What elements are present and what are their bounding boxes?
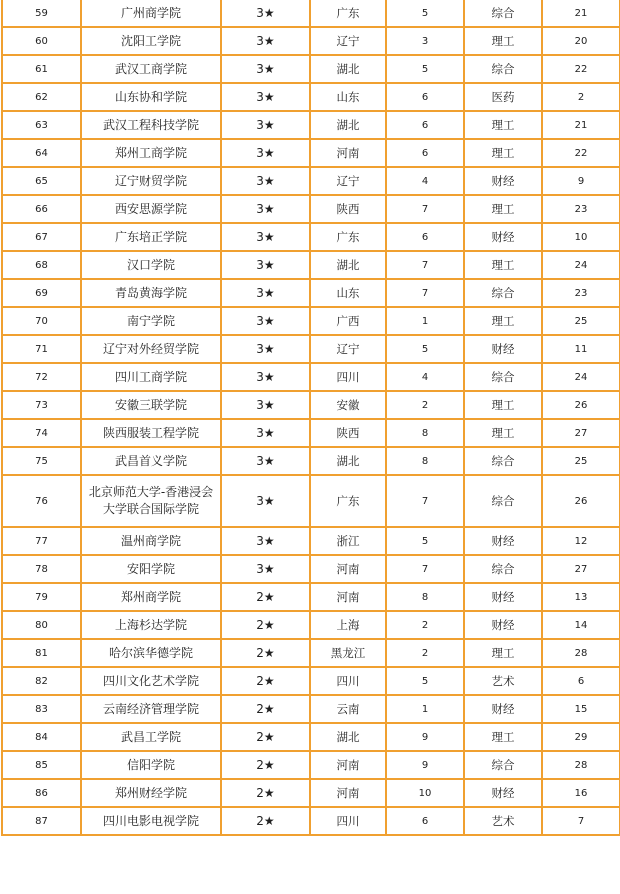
province-cell: 陕西 <box>310 195 386 223</box>
rank-cell: 60 <box>2 27 81 55</box>
level-cell: 5 <box>386 55 464 83</box>
school-name-cell: 北京师范大学-香港浸会大学联合国际学院 <box>81 475 221 527</box>
school-name-cell: 安阳学院 <box>81 555 221 583</box>
school-name-cell: 四川工商学院 <box>81 363 221 391</box>
star-rating-cell: 3★ <box>221 111 310 139</box>
school-type-cell: 理工 <box>464 391 542 419</box>
star-rating-cell: 3★ <box>221 0 310 27</box>
table-row <box>2 751 620 779</box>
school-type-cell: 综合 <box>464 363 542 391</box>
province-cell: 河南 <box>310 779 386 807</box>
province-cell: 湖北 <box>310 251 386 279</box>
table-row <box>2 527 620 555</box>
rank-cell: 82 <box>2 667 81 695</box>
rank-cell: 67 <box>2 223 81 251</box>
province-rank-cell: 14 <box>542 611 620 639</box>
province-cell: 河南 <box>310 751 386 779</box>
rank-cell: 59 <box>2 0 81 27</box>
school-type-cell: 综合 <box>464 447 542 475</box>
level-cell: 2 <box>386 391 464 419</box>
province-cell: 广东 <box>310 223 386 251</box>
rank-cell: 61 <box>2 55 81 83</box>
province-rank-cell: 11 <box>542 335 620 363</box>
level-cell: 5 <box>386 0 464 27</box>
school-name-cell: 山东协和学院 <box>81 83 221 111</box>
table-row <box>2 167 620 195</box>
level-cell: 10 <box>386 779 464 807</box>
school-name-cell: 武昌首义学院 <box>81 447 221 475</box>
table-row <box>2 55 620 83</box>
star-rating-cell: 2★ <box>221 611 310 639</box>
school-name-cell: 沈阳工学院 <box>81 27 221 55</box>
school-type-cell: 理工 <box>464 195 542 223</box>
province-cell: 云南 <box>310 695 386 723</box>
province-rank-cell: 22 <box>542 139 620 167</box>
level-cell: 8 <box>386 447 464 475</box>
school-name-cell: 郑州工商学院 <box>81 139 221 167</box>
star-rating-cell: 3★ <box>221 555 310 583</box>
province-rank-cell: 26 <box>542 475 620 527</box>
star-rating-cell: 3★ <box>221 447 310 475</box>
table-row <box>2 419 620 447</box>
star-rating-cell: 3★ <box>221 307 310 335</box>
school-type-cell: 财经 <box>464 583 542 611</box>
level-cell: 4 <box>386 363 464 391</box>
level-cell: 5 <box>386 527 464 555</box>
level-cell: 6 <box>386 223 464 251</box>
school-type-cell: 理工 <box>464 27 542 55</box>
table-row <box>2 475 620 527</box>
table-row <box>2 195 620 223</box>
rank-cell: 76 <box>2 475 81 527</box>
school-name-cell: 云南经济管理学院 <box>81 695 221 723</box>
table-row <box>2 307 620 335</box>
school-type-cell: 艺术 <box>464 667 542 695</box>
province-rank-cell: 2 <box>542 83 620 111</box>
rank-cell: 84 <box>2 723 81 751</box>
rank-cell: 86 <box>2 779 81 807</box>
province-cell: 陕西 <box>310 419 386 447</box>
province-cell: 湖北 <box>310 447 386 475</box>
star-rating-cell: 3★ <box>221 419 310 447</box>
school-name-cell: 温州商学院 <box>81 527 221 555</box>
rank-cell: 75 <box>2 447 81 475</box>
school-name-cell: 南宁学院 <box>81 307 221 335</box>
school-type-cell: 综合 <box>464 55 542 83</box>
star-rating-cell: 3★ <box>221 475 310 527</box>
rank-cell: 87 <box>2 807 81 835</box>
table-row <box>2 723 620 751</box>
level-cell: 1 <box>386 695 464 723</box>
province-cell: 山东 <box>310 83 386 111</box>
table-row <box>2 0 620 27</box>
province-rank-cell: 28 <box>542 751 620 779</box>
province-cell: 四川 <box>310 807 386 835</box>
province-cell: 湖北 <box>310 723 386 751</box>
school-type-cell: 理工 <box>464 251 542 279</box>
province-rank-cell: 9 <box>542 167 620 195</box>
province-rank-cell: 27 <box>542 419 620 447</box>
province-rank-cell: 21 <box>542 111 620 139</box>
province-rank-cell: 25 <box>542 447 620 475</box>
rank-cell: 71 <box>2 335 81 363</box>
province-cell: 河南 <box>310 583 386 611</box>
rank-cell: 68 <box>2 251 81 279</box>
star-rating-cell: 3★ <box>221 83 310 111</box>
school-type-cell: 综合 <box>464 475 542 527</box>
star-rating-cell: 2★ <box>221 667 310 695</box>
level-cell: 3 <box>386 27 464 55</box>
school-name-cell: 西安思源学院 <box>81 195 221 223</box>
province-rank-cell: 10 <box>542 223 620 251</box>
table-row <box>2 779 620 807</box>
level-cell: 7 <box>386 251 464 279</box>
province-cell: 上海 <box>310 611 386 639</box>
level-cell: 9 <box>386 751 464 779</box>
level-cell: 6 <box>386 807 464 835</box>
province-rank-cell: 25 <box>542 307 620 335</box>
school-name-cell: 郑州财经学院 <box>81 779 221 807</box>
rank-cell: 74 <box>2 419 81 447</box>
province-cell: 湖北 <box>310 55 386 83</box>
province-rank-cell: 21 <box>542 0 620 27</box>
level-cell: 4 <box>386 167 464 195</box>
star-rating-cell: 3★ <box>221 363 310 391</box>
ranking-table-body <box>2 0 620 835</box>
school-name-cell: 武昌工学院 <box>81 723 221 751</box>
table-row <box>2 335 620 363</box>
star-rating-cell: 2★ <box>221 751 310 779</box>
star-rating-cell: 3★ <box>221 391 310 419</box>
school-name-cell: 陕西服装工程学院 <box>81 419 221 447</box>
school-type-cell: 理工 <box>464 111 542 139</box>
rank-cell: 62 <box>2 83 81 111</box>
level-cell: 2 <box>386 639 464 667</box>
school-name-cell: 四川电影电视学院 <box>81 807 221 835</box>
star-rating-cell: 2★ <box>221 583 310 611</box>
province-cell: 浙江 <box>310 527 386 555</box>
province-cell: 河南 <box>310 555 386 583</box>
province-cell: 广东 <box>310 475 386 527</box>
ranking-table <box>1 0 620 836</box>
province-rank-cell: 23 <box>542 279 620 307</box>
rank-cell: 78 <box>2 555 81 583</box>
school-name-cell: 上海杉达学院 <box>81 611 221 639</box>
star-rating-cell: 3★ <box>221 223 310 251</box>
province-rank-cell: 16 <box>542 779 620 807</box>
school-type-cell: 综合 <box>464 0 542 27</box>
school-name-cell: 青岛黄海学院 <box>81 279 221 307</box>
rank-cell: 85 <box>2 751 81 779</box>
rank-cell: 70 <box>2 307 81 335</box>
school-type-cell: 财经 <box>464 335 542 363</box>
province-rank-cell: 23 <box>542 195 620 223</box>
table-row <box>2 583 620 611</box>
rank-cell: 73 <box>2 391 81 419</box>
school-type-cell: 综合 <box>464 751 542 779</box>
star-rating-cell: 3★ <box>221 335 310 363</box>
province-cell: 河南 <box>310 139 386 167</box>
level-cell: 6 <box>386 83 464 111</box>
school-name-cell: 武汉工商学院 <box>81 55 221 83</box>
rank-cell: 83 <box>2 695 81 723</box>
school-type-cell: 理工 <box>464 419 542 447</box>
province-rank-cell: 28 <box>542 639 620 667</box>
school-type-cell: 理工 <box>464 307 542 335</box>
province-rank-cell: 6 <box>542 667 620 695</box>
rank-cell: 69 <box>2 279 81 307</box>
level-cell: 8 <box>386 583 464 611</box>
rank-cell: 65 <box>2 167 81 195</box>
table-row <box>2 83 620 111</box>
table-row <box>2 807 620 835</box>
level-cell: 2 <box>386 611 464 639</box>
table-row <box>2 279 620 307</box>
school-name-cell: 四川文化艺术学院 <box>81 667 221 695</box>
level-cell: 7 <box>386 195 464 223</box>
school-type-cell: 财经 <box>464 527 542 555</box>
level-cell: 5 <box>386 335 464 363</box>
province-rank-cell: 26 <box>542 391 620 419</box>
star-rating-cell: 2★ <box>221 639 310 667</box>
level-cell: 7 <box>386 555 464 583</box>
school-type-cell: 财经 <box>464 223 542 251</box>
table-row <box>2 695 620 723</box>
star-rating-cell: 3★ <box>221 251 310 279</box>
star-rating-cell: 2★ <box>221 779 310 807</box>
star-rating-cell: 3★ <box>221 279 310 307</box>
table-row <box>2 363 620 391</box>
star-rating-cell: 2★ <box>221 807 310 835</box>
level-cell: 1 <box>386 307 464 335</box>
province-cell: 四川 <box>310 363 386 391</box>
school-type-cell: 理工 <box>464 723 542 751</box>
province-rank-cell: 27 <box>542 555 620 583</box>
table-row <box>2 223 620 251</box>
school-type-cell: 综合 <box>464 555 542 583</box>
school-name-cell: 武汉工程科技学院 <box>81 111 221 139</box>
province-rank-cell: 24 <box>542 251 620 279</box>
school-type-cell: 理工 <box>464 639 542 667</box>
school-name-cell: 辽宁财贸学院 <box>81 167 221 195</box>
table-row <box>2 251 620 279</box>
province-cell: 辽宁 <box>310 27 386 55</box>
school-name-cell: 广州商学院 <box>81 0 221 27</box>
school-type-cell: 综合 <box>464 279 542 307</box>
province-rank-cell: 29 <box>542 723 620 751</box>
rank-cell: 64 <box>2 139 81 167</box>
province-rank-cell: 13 <box>542 583 620 611</box>
province-cell: 湖北 <box>310 111 386 139</box>
school-type-cell: 财经 <box>464 695 542 723</box>
table-row <box>2 447 620 475</box>
province-cell: 辽宁 <box>310 335 386 363</box>
school-type-cell: 医药 <box>464 83 542 111</box>
rank-cell: 63 <box>2 111 81 139</box>
rank-cell: 66 <box>2 195 81 223</box>
province-rank-cell: 20 <box>542 27 620 55</box>
province-cell: 广东 <box>310 0 386 27</box>
province-cell: 广西 <box>310 307 386 335</box>
level-cell: 8 <box>386 419 464 447</box>
school-name-cell: 汉口学院 <box>81 251 221 279</box>
school-type-cell: 理工 <box>464 139 542 167</box>
level-cell: 7 <box>386 475 464 527</box>
rank-cell: 72 <box>2 363 81 391</box>
school-name-cell: 辽宁对外经贸学院 <box>81 335 221 363</box>
province-cell: 四川 <box>310 667 386 695</box>
level-cell: 6 <box>386 139 464 167</box>
star-rating-cell: 3★ <box>221 27 310 55</box>
level-cell: 6 <box>386 111 464 139</box>
table-row <box>2 555 620 583</box>
school-name-cell: 郑州商学院 <box>81 583 221 611</box>
province-cell: 山东 <box>310 279 386 307</box>
star-rating-cell: 2★ <box>221 695 310 723</box>
province-cell: 安徽 <box>310 391 386 419</box>
level-cell: 7 <box>386 279 464 307</box>
school-name-cell: 哈尔滨华德学院 <box>81 639 221 667</box>
star-rating-cell: 3★ <box>221 195 310 223</box>
province-rank-cell: 12 <box>542 527 620 555</box>
school-name-cell: 安徽三联学院 <box>81 391 221 419</box>
province-rank-cell: 15 <box>542 695 620 723</box>
table-row <box>2 139 620 167</box>
level-cell: 5 <box>386 667 464 695</box>
table-row <box>2 611 620 639</box>
star-rating-cell: 3★ <box>221 139 310 167</box>
star-rating-cell: 3★ <box>221 167 310 195</box>
rank-cell: 79 <box>2 583 81 611</box>
province-rank-cell: 7 <box>542 807 620 835</box>
star-rating-cell: 2★ <box>221 723 310 751</box>
table-row <box>2 391 620 419</box>
table-row <box>2 667 620 695</box>
school-type-cell: 财经 <box>464 779 542 807</box>
rank-cell: 80 <box>2 611 81 639</box>
province-cell: 辽宁 <box>310 167 386 195</box>
province-cell: 黑龙江 <box>310 639 386 667</box>
star-rating-cell: 3★ <box>221 55 310 83</box>
level-cell: 9 <box>386 723 464 751</box>
province-rank-cell: 24 <box>542 363 620 391</box>
table-row <box>2 111 620 139</box>
table-row <box>2 27 620 55</box>
rank-cell: 77 <box>2 527 81 555</box>
school-type-cell: 财经 <box>464 167 542 195</box>
school-type-cell: 艺术 <box>464 807 542 835</box>
school-name-cell: 信阳学院 <box>81 751 221 779</box>
province-rank-cell: 22 <box>542 55 620 83</box>
star-rating-cell: 3★ <box>221 527 310 555</box>
table-row <box>2 639 620 667</box>
school-name-cell: 广东培正学院 <box>81 223 221 251</box>
school-type-cell: 财经 <box>464 611 542 639</box>
rank-cell: 81 <box>2 639 81 667</box>
